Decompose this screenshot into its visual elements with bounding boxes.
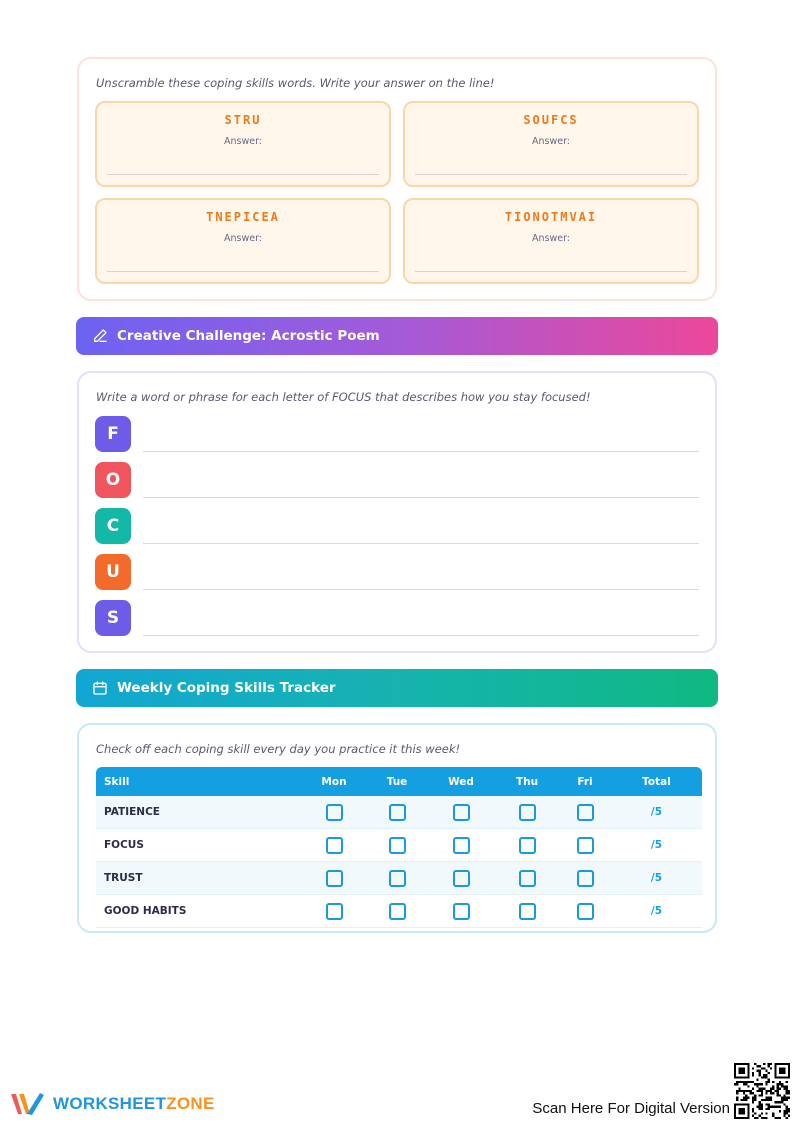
table-row	[96, 829, 702, 862]
scrambled-word: TNEPICEA	[206, 210, 280, 224]
worksheetzone-logo-icon	[9, 1090, 47, 1118]
day-checkbox[interactable]	[326, 903, 343, 920]
calendar-icon	[92, 680, 108, 696]
day-checkbox[interactable]	[577, 903, 594, 920]
day-checkbox[interactable]	[326, 870, 343, 887]
answer-line[interactable]	[415, 271, 687, 272]
pencil-icon	[92, 328, 108, 344]
day-checkbox[interactable]	[519, 903, 536, 920]
skill-name: FOCUS	[96, 829, 301, 862]
column-header: Skill	[96, 767, 301, 796]
write-line[interactable]	[143, 451, 699, 452]
table-row	[96, 796, 702, 829]
day-checkbox[interactable]	[389, 903, 406, 920]
answer-line[interactable]	[107, 174, 379, 175]
answer-label: Answer:	[223, 136, 263, 147]
acrostic-instruction: Write a word or phrase for each letter of FOCUS that describes how you stay focused!	[96, 390, 591, 404]
write-line[interactable]	[143, 635, 699, 636]
day-checkbox[interactable]	[326, 804, 343, 821]
logo-text-worksheet: WORKSHEET	[53, 1094, 167, 1113]
acrostic-row	[95, 600, 699, 636]
day-checkbox[interactable]	[453, 870, 470, 887]
write-line[interactable]	[143, 543, 699, 544]
day-checkbox[interactable]	[519, 837, 536, 854]
scan-instruction: Scan Here For Digital Version	[532, 1100, 730, 1117]
letter-badge: S	[95, 600, 131, 636]
acrostic-row	[95, 462, 699, 498]
unscramble-card	[77, 57, 717, 301]
tracker-instruction: Check off each coping skill every day you practice it this week!	[96, 742, 461, 756]
qr-code-icon[interactable]	[734, 1063, 790, 1119]
day-checkbox[interactable]	[453, 837, 470, 854]
letter-badge: O	[95, 462, 131, 498]
word-box	[95, 101, 391, 187]
total-value: /5	[611, 829, 702, 862]
skill-name: PATIENCE	[96, 796, 301, 829]
letter-badge: F	[95, 416, 131, 452]
answer-line[interactable]	[107, 271, 379, 272]
column-header: Tue	[367, 767, 427, 796]
tracker-section-header	[76, 669, 718, 707]
column-header: Wed	[427, 767, 495, 796]
day-checkbox[interactable]	[389, 837, 406, 854]
tracker-header-row	[96, 767, 702, 796]
acrostic-row	[95, 508, 699, 544]
total-value: /5	[611, 862, 702, 895]
skill-name: TRUST	[96, 862, 301, 895]
day-checkbox[interactable]	[453, 804, 470, 821]
column-header: Mon	[301, 767, 367, 796]
day-checkbox[interactable]	[389, 870, 406, 887]
logo-text-zone: ZONE	[166, 1094, 215, 1113]
column-header: Fri	[559, 767, 611, 796]
word-box	[403, 101, 699, 187]
answer-label: Answer:	[531, 136, 571, 147]
day-checkbox[interactable]	[326, 837, 343, 854]
tracker-card	[77, 723, 717, 933]
unscramble-instruction: Unscramble these coping skills words. Write your answer on the line!	[96, 76, 495, 90]
scrambled-word: STRU	[224, 113, 262, 127]
total-value: /5	[611, 895, 702, 928]
tracker-header-title: Weekly Coping Skills Tracker	[117, 680, 336, 696]
table-row	[96, 895, 702, 928]
acrostic-card	[77, 371, 717, 653]
worksheetzone-logo[interactable]	[9, 1090, 215, 1118]
day-checkbox[interactable]	[519, 870, 536, 887]
acrostic-header-title: Creative Challenge: Acrostic Poem	[117, 328, 380, 344]
tracker-table	[96, 767, 702, 928]
write-line[interactable]	[143, 497, 699, 498]
day-checkbox[interactable]	[577, 804, 594, 821]
column-header: Thu	[495, 767, 559, 796]
day-checkbox[interactable]	[453, 903, 470, 920]
total-value: /5	[611, 796, 702, 829]
letter-badge: C	[95, 508, 131, 544]
table-row	[96, 862, 702, 895]
write-line[interactable]	[143, 589, 699, 590]
column-header: Total	[611, 767, 702, 796]
day-checkbox[interactable]	[577, 870, 594, 887]
scrambled-word: SOUFCS	[523, 113, 579, 127]
letter-badge: U	[95, 554, 131, 590]
acrostic-section-header	[76, 317, 718, 355]
day-checkbox[interactable]	[389, 804, 406, 821]
answer-line[interactable]	[415, 174, 687, 175]
day-checkbox[interactable]	[519, 804, 536, 821]
skill-name: GOOD HABITS	[96, 895, 301, 928]
answer-label: Answer:	[531, 233, 571, 244]
acrostic-row	[95, 554, 699, 590]
scrambled-word: TIONOTMVAI	[504, 210, 598, 224]
day-checkbox[interactable]	[577, 837, 594, 854]
word-box	[403, 198, 699, 284]
logo-text	[53, 1094, 215, 1114]
acrostic-row	[95, 416, 699, 452]
word-box	[95, 198, 391, 284]
answer-label: Answer:	[223, 233, 263, 244]
